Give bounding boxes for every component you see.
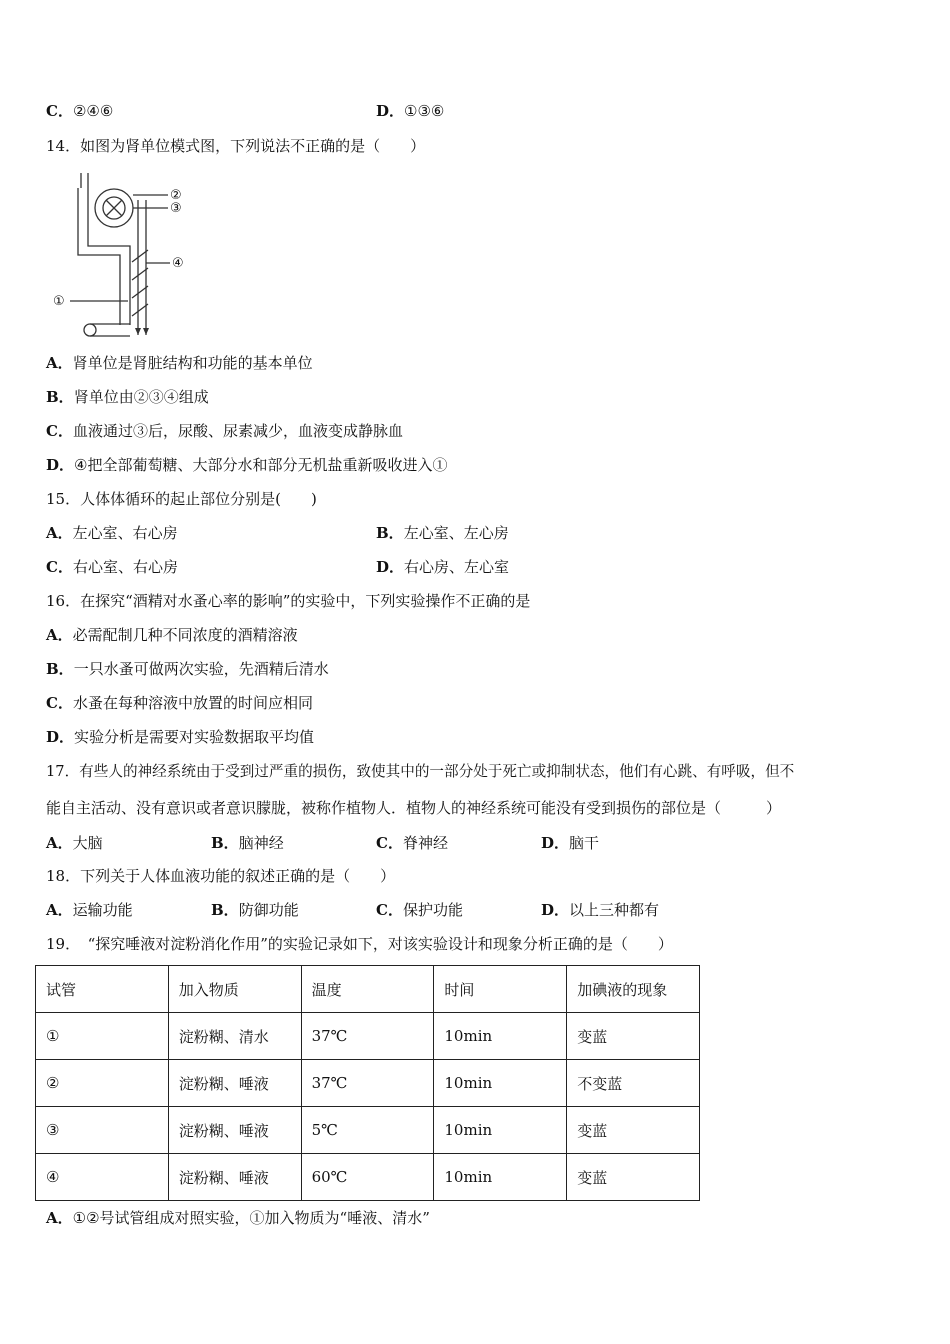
option-label: C． xyxy=(46,422,73,440)
option-label: D． xyxy=(541,901,570,919)
q18-option-b xyxy=(211,900,299,920)
q17-option-c xyxy=(376,833,448,853)
table-row xyxy=(36,1107,700,1154)
table-header: 温度 xyxy=(301,966,434,1013)
nephron-diagram xyxy=(48,170,198,345)
table-cell: 10min xyxy=(434,1013,567,1060)
option-label: A． xyxy=(46,1209,73,1227)
option-text: 运输功能 xyxy=(72,901,133,919)
option-text: 大脑 xyxy=(72,834,103,852)
option-text: 肾单位是肾脏结构和功能的基本单位 xyxy=(72,354,313,372)
table-cell: ② xyxy=(36,1060,169,1107)
table-cell: ① xyxy=(36,1013,169,1060)
q16-option-c xyxy=(46,693,313,713)
option-label: C． xyxy=(46,102,73,120)
table-cell: 变蓝 xyxy=(567,1013,700,1060)
option-text: ①③⑥ xyxy=(404,102,445,120)
table-cell: 5℃ xyxy=(301,1107,434,1154)
q14-option-d xyxy=(46,455,447,475)
table-cell: 淀粉糊、唾液 xyxy=(168,1107,301,1154)
table-header: 加碘液的现象 xyxy=(567,966,700,1013)
option-label: A． xyxy=(46,524,73,542)
q18-stem: 18．下列关于人体血液功能的叙述正确的是（ ） xyxy=(46,867,396,885)
option-text: 脑神经 xyxy=(238,834,284,852)
table-cell: 淀粉糊、唾液 xyxy=(168,1060,301,1107)
option-text: ②④⑥ xyxy=(72,102,114,120)
option-text: 防御功能 xyxy=(238,901,299,919)
tubule-inner-wall xyxy=(88,188,130,325)
table-row xyxy=(36,1154,700,1201)
label-1: ① xyxy=(53,294,65,309)
q14-option-c xyxy=(46,421,403,441)
table-row xyxy=(36,1013,700,1060)
option-label: C． xyxy=(376,901,403,919)
table-cell: 60℃ xyxy=(301,1154,434,1201)
q13-option-c xyxy=(46,101,113,121)
table-cell: ④ xyxy=(36,1154,169,1201)
option-label: D． xyxy=(376,558,405,576)
option-text: 肾单位由②③④组成 xyxy=(73,388,209,406)
q18-option-c xyxy=(376,900,463,920)
option-label: A． xyxy=(46,626,73,644)
q17-stem-line2: 能自主活动、没有意识或者意识朦胧，被称作植物人．植物人的神经系统可能没有受到损伤的部位是（ ） xyxy=(46,799,782,817)
option-label: B． xyxy=(46,388,74,406)
table-header: 时间 xyxy=(434,966,567,1013)
table-row xyxy=(36,1060,700,1107)
q16-option-a xyxy=(46,625,298,645)
q19-stem: 19． “探究唾液对淀粉消化作用”的实验记录如下，对该实验设计和现象分析正确的是（ ） xyxy=(46,935,673,953)
option-label: C． xyxy=(376,834,403,852)
label-3: ③ xyxy=(170,201,182,216)
q18-option-d xyxy=(541,900,659,920)
option-label: B． xyxy=(211,834,239,852)
q14-option-a xyxy=(46,353,313,373)
option-label: C． xyxy=(46,694,73,712)
q15-option-a xyxy=(46,523,178,543)
option-text: 一只水蚤可做两次实验，先酒精后清水 xyxy=(73,660,329,678)
renal-vein-end xyxy=(84,324,96,336)
label-2: ② xyxy=(170,188,182,203)
option-label: C． xyxy=(46,558,73,576)
option-label: B． xyxy=(376,524,404,542)
option-text: 以上三种都有 xyxy=(569,901,660,919)
option-label: A． xyxy=(46,901,73,919)
table-cell: 10min xyxy=(434,1107,567,1154)
flow-arrowheads xyxy=(135,328,149,335)
table-cell: 淀粉糊、清水 xyxy=(168,1013,301,1060)
table-cell: 淀粉糊、唾液 xyxy=(168,1154,301,1201)
option-text: 右心房、左心室 xyxy=(404,558,510,576)
q17-option-b xyxy=(211,833,284,853)
q18-option-a xyxy=(46,900,133,920)
table-header: 试管 xyxy=(36,966,169,1013)
glomerulus-vessels xyxy=(106,200,122,216)
option-label: D． xyxy=(46,456,75,474)
option-text: 实验分析是需要对实验数据取平均值 xyxy=(74,728,315,746)
option-text: 左心室、右心房 xyxy=(72,524,178,542)
option-label: D． xyxy=(46,728,75,746)
table-cell: 变蓝 xyxy=(567,1107,700,1154)
q14-option-b xyxy=(46,387,209,407)
option-label: D． xyxy=(376,102,405,120)
table-cell: 37℃ xyxy=(301,1060,434,1107)
q16-stem: 16．在探究“酒精对水蚤心率的影响”的实验中，下列实验操作不正确的是 xyxy=(46,592,531,610)
table-cell: 变蓝 xyxy=(567,1154,700,1201)
table-cell: 10min xyxy=(434,1060,567,1107)
q15-option-d xyxy=(376,557,509,577)
table-cell: 37℃ xyxy=(301,1013,434,1060)
q15-option-b xyxy=(376,523,509,543)
q15-option-c xyxy=(46,557,178,577)
table-cell: 不变蓝 xyxy=(567,1060,700,1107)
q15-stem: 15．人体体循环的起止部位分别是( ) xyxy=(46,490,317,508)
option-text: 必需配制几种不同浓度的酒精溶液 xyxy=(72,626,298,644)
option-text: 左心室、左心房 xyxy=(403,524,509,542)
q19-option-a xyxy=(46,1208,430,1228)
table-cell: 10min xyxy=(434,1154,567,1201)
table-header: 加入物质 xyxy=(168,966,301,1013)
option-label: B． xyxy=(211,901,239,919)
q16-option-d xyxy=(46,727,314,747)
option-label: A． xyxy=(46,834,73,852)
table-cell: ③ xyxy=(36,1107,169,1154)
option-text: 脑干 xyxy=(569,834,600,852)
label-4: ④ xyxy=(172,256,184,271)
option-text: 保护功能 xyxy=(402,901,463,919)
experiment-table xyxy=(35,965,700,1201)
option-text: ④把全部葡萄糖、大部分水和部分无机盐重新吸收进入① xyxy=(74,456,448,474)
table-header-row xyxy=(36,966,700,1013)
option-text: 水蚤在每种溶液中放置的时间应相同 xyxy=(72,694,313,712)
option-label: B． xyxy=(46,660,74,678)
q17-option-d xyxy=(541,833,599,853)
option-label: D． xyxy=(541,834,570,852)
q17-option-a xyxy=(46,833,103,853)
q16-option-b xyxy=(46,659,329,679)
q13-option-d xyxy=(376,101,444,121)
option-text: 血液通过③后，尿酸、尿素减少，血液变成静脉血 xyxy=(72,422,403,440)
q17-stem-line1: 17．有些人的神经系统由于受到过严重的损伤，致使其中的一部分处于死亡或抑制状态，他们有心跳、有呼吸，但不 xyxy=(46,763,795,780)
option-text: 右心室、右心房 xyxy=(72,558,178,576)
option-label: A． xyxy=(46,354,73,372)
q14-stem: 14．如图为肾单位模式图，下列说法不正确的是（ ） xyxy=(46,137,426,155)
option-text: ①②号试管组成对照实验，①加入物质为“唾液、清水” xyxy=(72,1209,430,1227)
option-text: 脊神经 xyxy=(402,834,448,852)
